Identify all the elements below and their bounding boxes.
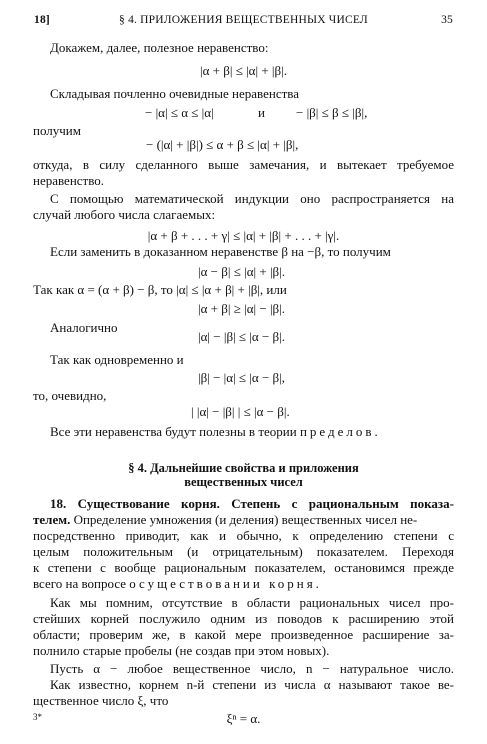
text-fragment: Все эти неравенства будут полезны в теории bbox=[50, 424, 297, 439]
formula: − |β| ≤ β ≤ |β|, bbox=[296, 105, 368, 120]
text-line: Так как α = (α + β) − β, то |α| ≤ |α + β| + |β|, или bbox=[33, 282, 287, 297]
formula: |α + β + . . . + γ| ≤ |α| + |β| + . . . + |γ|. bbox=[147, 228, 340, 243]
text-fragment: всего на вопросе о bbox=[33, 576, 136, 591]
formula-conjunction: и bbox=[258, 105, 265, 120]
text-line: Складывая почленно очевидные неравенства bbox=[50, 86, 300, 101]
text-line: к степени с вообще рациональным показателем, остановимся прежде bbox=[33, 560, 454, 575]
formula: |α| − |β| ≤ |α − β|. bbox=[198, 329, 286, 344]
text-line: Как мы помним, отсутствие в области рациональных чисел про- bbox=[50, 595, 454, 610]
section-number: 18] bbox=[34, 14, 50, 26]
text-line bbox=[33, 512, 417, 528]
text-line: С помощью математической индукции оно распространяется на bbox=[50, 191, 454, 206]
text-line: щественное число ξ, что bbox=[33, 693, 169, 708]
formula: |α + β| ≤ |α| + |β|. bbox=[199, 63, 287, 78]
page-number: 35 bbox=[441, 14, 453, 26]
text-fragment: Определение умножения (и деления) вещественных чисел не- bbox=[73, 512, 418, 527]
subsection-title: 18. Существование корня. Степень с рациональным показа- bbox=[50, 496, 454, 511]
text-line: случай любого числа слагаемых: bbox=[33, 207, 216, 222]
formula: |β| − |α| ≤ |α − β|, bbox=[198, 370, 286, 385]
formula: |α + β| ≥ |α| − |β|. bbox=[198, 301, 286, 316]
section-heading: вещественных чисел bbox=[184, 475, 303, 489]
formula: − (|α| + |β|) ≤ α + β ≤ |α| + |β|, bbox=[146, 137, 299, 152]
text-line: Так как одновременно и bbox=[50, 352, 184, 367]
text-line: стейших корней послужило одним из поводов к расширению этой bbox=[33, 611, 454, 626]
signature-mark: 3* bbox=[33, 712, 42, 722]
text-line: неравенство. bbox=[33, 173, 105, 188]
section-heading: § 4. Дальнейшие свойства и приложения bbox=[128, 461, 359, 475]
text-line: получим bbox=[33, 123, 81, 138]
text-line bbox=[50, 424, 381, 440]
formula: |α − β| ≤ |α| + |β|. bbox=[198, 264, 286, 279]
formula: − |α| ≤ α ≤ |α| bbox=[145, 105, 214, 120]
text-line: Если заменить в доказанном неравенстве β на −β, то получим bbox=[50, 244, 391, 259]
text-line: посредственно приводит, как и обычно, к определению степени с bbox=[33, 528, 454, 543]
running-header bbox=[34, 14, 453, 30]
spaced-term: существовании корня. bbox=[139, 576, 322, 591]
text-line: Как известно, корнем n-й степени из числа α называют такое ве- bbox=[50, 677, 454, 692]
text-line: Докажем, далее, полезное неравенство: bbox=[50, 40, 269, 55]
text-line: Пусть α − любое вещественное число, n − натуральное число. bbox=[50, 661, 454, 676]
text-line: полнило старые пробелы (не создав при этом новых). bbox=[33, 643, 330, 658]
text-line: то, очевидно, bbox=[33, 388, 107, 403]
running-title: § 4. ПРИЛОЖЕНИЯ ВЕЩЕСТВЕННЫХ ЧИСЕЛ bbox=[119, 14, 368, 26]
spaced-term: пределов. bbox=[299, 424, 381, 439]
subsection-title-end: телем. bbox=[33, 512, 71, 527]
text-line: области; проверим же, в какой мере произведенное расширение за- bbox=[33, 627, 454, 642]
text-line bbox=[33, 576, 322, 592]
formula: ξⁿ = α. bbox=[226, 711, 261, 726]
text-line: целым положительным (и отрицательным) показателем. Переходя bbox=[33, 544, 454, 559]
text-line: Аналогично bbox=[50, 320, 118, 335]
text-line: откуда, в силу сделанного выше замечания, и вытекает требуемое bbox=[33, 157, 454, 172]
formula: | |α| − |β| | ≤ |α − β|. bbox=[191, 404, 290, 419]
